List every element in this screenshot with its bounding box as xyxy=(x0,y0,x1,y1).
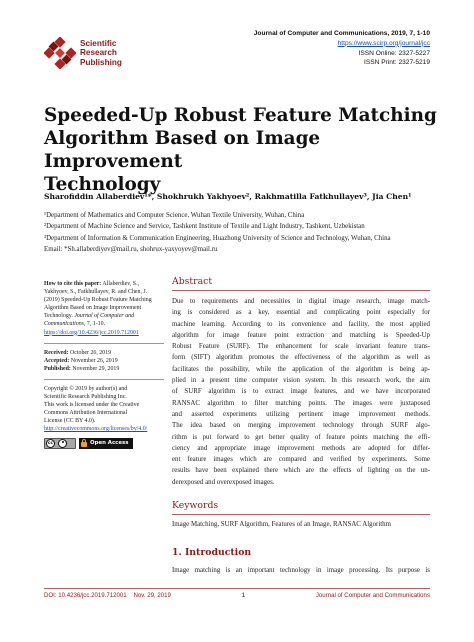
citation-journal: Journal of Computer and Communications xyxy=(44,313,135,328)
main-column xyxy=(172,276,430,530)
citation-lead: How to cite this paper: xyxy=(44,281,102,287)
publisher-name-line: Scientific xyxy=(80,38,117,48)
open-access-label: Open Access xyxy=(90,439,129,446)
abstract-line: form (SIFT) algorithm promotes the effectiveness of the algorithm as well as xyxy=(172,354,430,362)
footer-doi xyxy=(44,592,171,599)
accepted-label: Accepted: xyxy=(44,357,70,364)
copyright-block xyxy=(44,385,164,449)
author-list: Sharofiddin Allaberdiev¹*, Shokhrukh Yakhyoev², Rakhmatilla Fatkhullayev³, Jia Chen¹ xyxy=(44,192,412,201)
introduction-text: Image matching is an important technology in image processing. Its purpose is xyxy=(172,567,430,574)
received-label: Received: xyxy=(44,349,69,356)
abstract-line: rithm is put forward to get better quality of feature points matching the effi- xyxy=(172,433,430,441)
citation-block xyxy=(44,280,164,337)
abstract-line: facilitates the possibility, while the application of the algorithm is being ap- xyxy=(172,365,430,373)
sidebar-divider xyxy=(44,379,164,380)
received-date-row xyxy=(44,349,164,357)
introduction-heading: 1. Introduction xyxy=(172,547,252,558)
abstract-line: derexposed and overexposed images. xyxy=(172,478,275,486)
abstract-line: machine learning. According to its convenience and facility, the most applied xyxy=(172,320,430,328)
publisher-name-line: Publishing xyxy=(80,57,122,67)
paper-title-line: Technology xyxy=(44,174,161,195)
affiliation: ²Department of Machine Science and Service, Tashkent Institute of Textile and Light Industry, Tashkent, Uzbekistan xyxy=(44,223,365,231)
published-label: Published: xyxy=(44,365,71,372)
creative-commons-icon: cc xyxy=(47,440,54,446)
citation-doi-link[interactable]: https://doi.org/10.4236/jcc.2019.712001 xyxy=(44,329,139,336)
citation-body: Allaberdiev, S., Yakhyoev, S., Fatkhullayev, R. and Chen, J. (2019) Speeded-Up Robust Feature Matching Algorithm Based on Image Improvement Technology. xyxy=(44,281,152,320)
attribution-icon xyxy=(58,439,67,448)
abstract-line: and asserted experiments utilizing pertinent image improvement methods. xyxy=(172,410,430,418)
abstract-line: The idea based on merging improvement technology through SURF algo- xyxy=(172,422,430,430)
publisher-logo xyxy=(44,36,204,70)
copyright-line: Commons Attribution International xyxy=(44,410,128,417)
abstract-heading: Abstract xyxy=(172,276,430,291)
article-sidebar xyxy=(44,280,164,455)
published-date-row xyxy=(44,365,164,373)
abstract-line: Due to requirements and necessities in digital image research, image match- xyxy=(172,298,430,305)
copyright-line: This work is licensed under the Creative xyxy=(44,402,140,409)
footer-doi-text: DOI: 10.4236/jcc.2019.712001 xyxy=(44,592,127,599)
page-number: 1 xyxy=(241,592,246,599)
abstract-line: ing is considered as a key, essential and complicating point especially for xyxy=(172,309,430,317)
affiliations xyxy=(44,210,444,255)
citation-volume: , 7, 1-10. xyxy=(83,321,106,328)
dates-block xyxy=(44,349,164,373)
abstract-line: ciency and appropriate image improvement methods are adopted for differ- xyxy=(172,444,430,452)
publisher-name-line: Research xyxy=(80,48,117,58)
contact-email: Email: *Sh.allaberdiyev@mail.ru, shohrux-yaxyoyev@mail.ru xyxy=(44,245,218,253)
affiliation: ³Department of Information & Communication Engineering, Huazhong University of Science and Technology, Wuhan, China xyxy=(44,234,391,242)
issn-online: ISSN Online: 2327-5227 xyxy=(358,49,430,57)
copyright-line: Copyright © 2019 by author(s) and xyxy=(44,385,128,392)
abstract-line: plied in a present time computer vision system. In this research work, the aim xyxy=(172,377,430,385)
sidebar-divider xyxy=(44,343,164,344)
keywords-text: Image Matching, SURF Algorithm, Features of an Image, RANSAC Algorithm xyxy=(172,521,391,529)
paper-title-line: Algorithm Based on Image Improvement xyxy=(44,128,321,172)
accepted-date: November 26, 2019 xyxy=(70,357,118,364)
footer-date: Nov. 29, 2019 xyxy=(133,592,171,599)
abstract-body xyxy=(172,296,430,488)
journal-url-link[interactable]: https://www.scirp.org/journal/jcc xyxy=(337,39,430,47)
abstract-line: Robust Feature (SURF). The enhancement for scale invariant feature trans- xyxy=(172,343,430,351)
affiliation: ¹Department of Mathematics and Computer Science, Wuhan Textile University, Wuhan, China xyxy=(44,212,305,219)
abstract-line: results have been explained there which are the effects of lighting on the un- xyxy=(172,467,430,475)
received-date: October 26, 2019 xyxy=(70,349,112,356)
footer-journal: Journal of Computer and Communications xyxy=(315,592,430,599)
open-lock-icon xyxy=(81,439,87,447)
license-link[interactable]: http://creativecommons.org/licenses/by/4.0/ xyxy=(44,426,148,433)
publisher-name xyxy=(80,39,122,68)
abstract-line: RANSAC algorithm to filter matching points. The images were juxtaposed xyxy=(172,399,430,407)
license-badges xyxy=(44,438,164,449)
paper-title-line: Speeded-Up Robust Feature Matching xyxy=(44,105,437,126)
page-footer xyxy=(44,592,430,599)
copyright-line: Scientific Research Publishing Inc. xyxy=(44,394,127,401)
journal-info xyxy=(254,29,430,68)
paper-title xyxy=(44,104,444,196)
accepted-date-row xyxy=(44,357,164,365)
footer-divider xyxy=(44,588,430,589)
keywords-heading: Keywords xyxy=(172,500,430,515)
abstract-line: algorithm for image feature point extraction and matching is Speeded-Up xyxy=(172,331,430,339)
issn-print: ISSN Print: 2327-5219 xyxy=(364,59,430,67)
cc-by-badge[interactable] xyxy=(44,438,76,449)
journal-citation: Journal of Computer and Communications, 2019, 7, 1-10 xyxy=(253,30,430,37)
published-date: November 29, 2019 xyxy=(72,365,120,372)
publisher-logo-icon xyxy=(44,37,76,69)
abstract-line: ent feature images which are compared and verified by experiments. Some xyxy=(172,456,430,464)
open-access-badge xyxy=(79,438,133,449)
copyright-line: License (CC BY 4.0). xyxy=(44,418,96,425)
abstract-line: of SURF algorithm is to extract image features, and we have incorporated xyxy=(172,388,430,396)
